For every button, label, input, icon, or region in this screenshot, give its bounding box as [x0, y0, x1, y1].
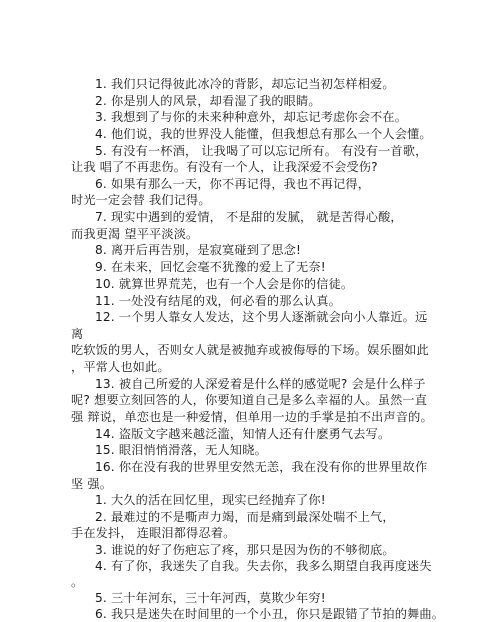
text-line: 手在发抖， 连眼泪都得忍着。	[71, 526, 236, 540]
text-line: 3. 谁说的好了伤疤忘了疼，那只是因为伤的不够彻底。	[95, 543, 395, 557]
text-line: 5. 三十年河东，三十年河西，莫欺少年穷!	[95, 591, 326, 605]
text-line: 时光一定会替 我们记得。	[71, 193, 211, 207]
text-line: 强 辩说，单恋也是一种爱情，但单用一边的手掌是拍不出声音的。	[71, 410, 433, 424]
text-line: 6. 如果有那么一天，你不再记得，我也不再记得，	[95, 177, 371, 191]
text-line: 8. 离开后再告别，是寂寞碰到了思念!	[95, 243, 302, 257]
text-line: 13. 被自己所爱的人深爱着是什么样的感觉呢? 会是什么样子	[95, 377, 426, 391]
text-line: 2. 你是别人的风景，却看湿了我的眼睛。	[95, 94, 321, 108]
text-line: 10. 就算世界荒芜，也有一个人会是你的信徒。	[95, 277, 354, 291]
text-line: 4. 他们说，我的世界没人能懂，但我想总有那么一个人会懂。	[95, 127, 432, 141]
text-line: 。	[71, 575, 84, 589]
text-line: 7. 现实中遇到的爱情， 不是甜的发腻， 就是苦得心酸，	[95, 210, 403, 224]
text-line: 6. 我只是迷失在时间里的一个小丑，你只是跟错了节拍的舞曲。	[95, 607, 445, 621]
text-line: 吃软饭的男人，否则女人就是被抛弃或被侮辱的下场。娱乐圈如此	[71, 343, 429, 357]
text-line: 11. 一处没有结尾的戏，何必看的那么认真。	[95, 294, 341, 308]
text-line: 离	[71, 327, 84, 341]
text-line: 而我更渴 望平平淡淡。	[71, 227, 199, 241]
text-line: 4. 有了你，我迷失了自我。失去你，我多么期望自我再度迷失	[95, 559, 432, 573]
text-line: 坚 强。	[71, 477, 113, 491]
text-line: 1. 我们只记得彼此冰冷的背影，却忘记当初怎样相爱。	[95, 77, 395, 91]
text-line: 让我 唱了不再悲伤。有没有一个人，让我深爱不会受伤?	[71, 160, 378, 174]
text-line: 16. 你在没有我的世界里安然无恙，我在没有你的世界里故作	[95, 460, 428, 474]
text-line: 5. 有没有一杯酒， 让我喝了可以忘记所有。 有没有一首歌，	[95, 144, 428, 158]
text-line: 14. 盗版文字越来越泛滥，知情人还有什麽勇气去写。	[95, 427, 391, 441]
text-line: 3. 我想到了与你的未来种种意外，却忘记考虑你会不在。	[95, 110, 408, 124]
text-line: 呢? 想要立刻回答的人，你要知道自己是多么幸福的人。虽然一直	[71, 393, 428, 407]
text-line: 9. 在未来，回忆会毫不犹豫的爱上了无奈!	[95, 260, 326, 274]
text-line: 15. 眼泪悄悄滑落，无人知晓。	[95, 443, 267, 457]
text-line: 1. 大久的活在回忆里，现实已经抛弃了你!	[95, 493, 326, 507]
text-line: 2. 最难过的不是嘶声力竭，而是痛到最深处喘不上气，	[95, 510, 395, 524]
text-line: ，平常人也如此。	[71, 360, 170, 374]
text-line: 12. 一个男人靠女人发达，这个男人逐渐就会向小人靠近。远	[95, 310, 428, 324]
